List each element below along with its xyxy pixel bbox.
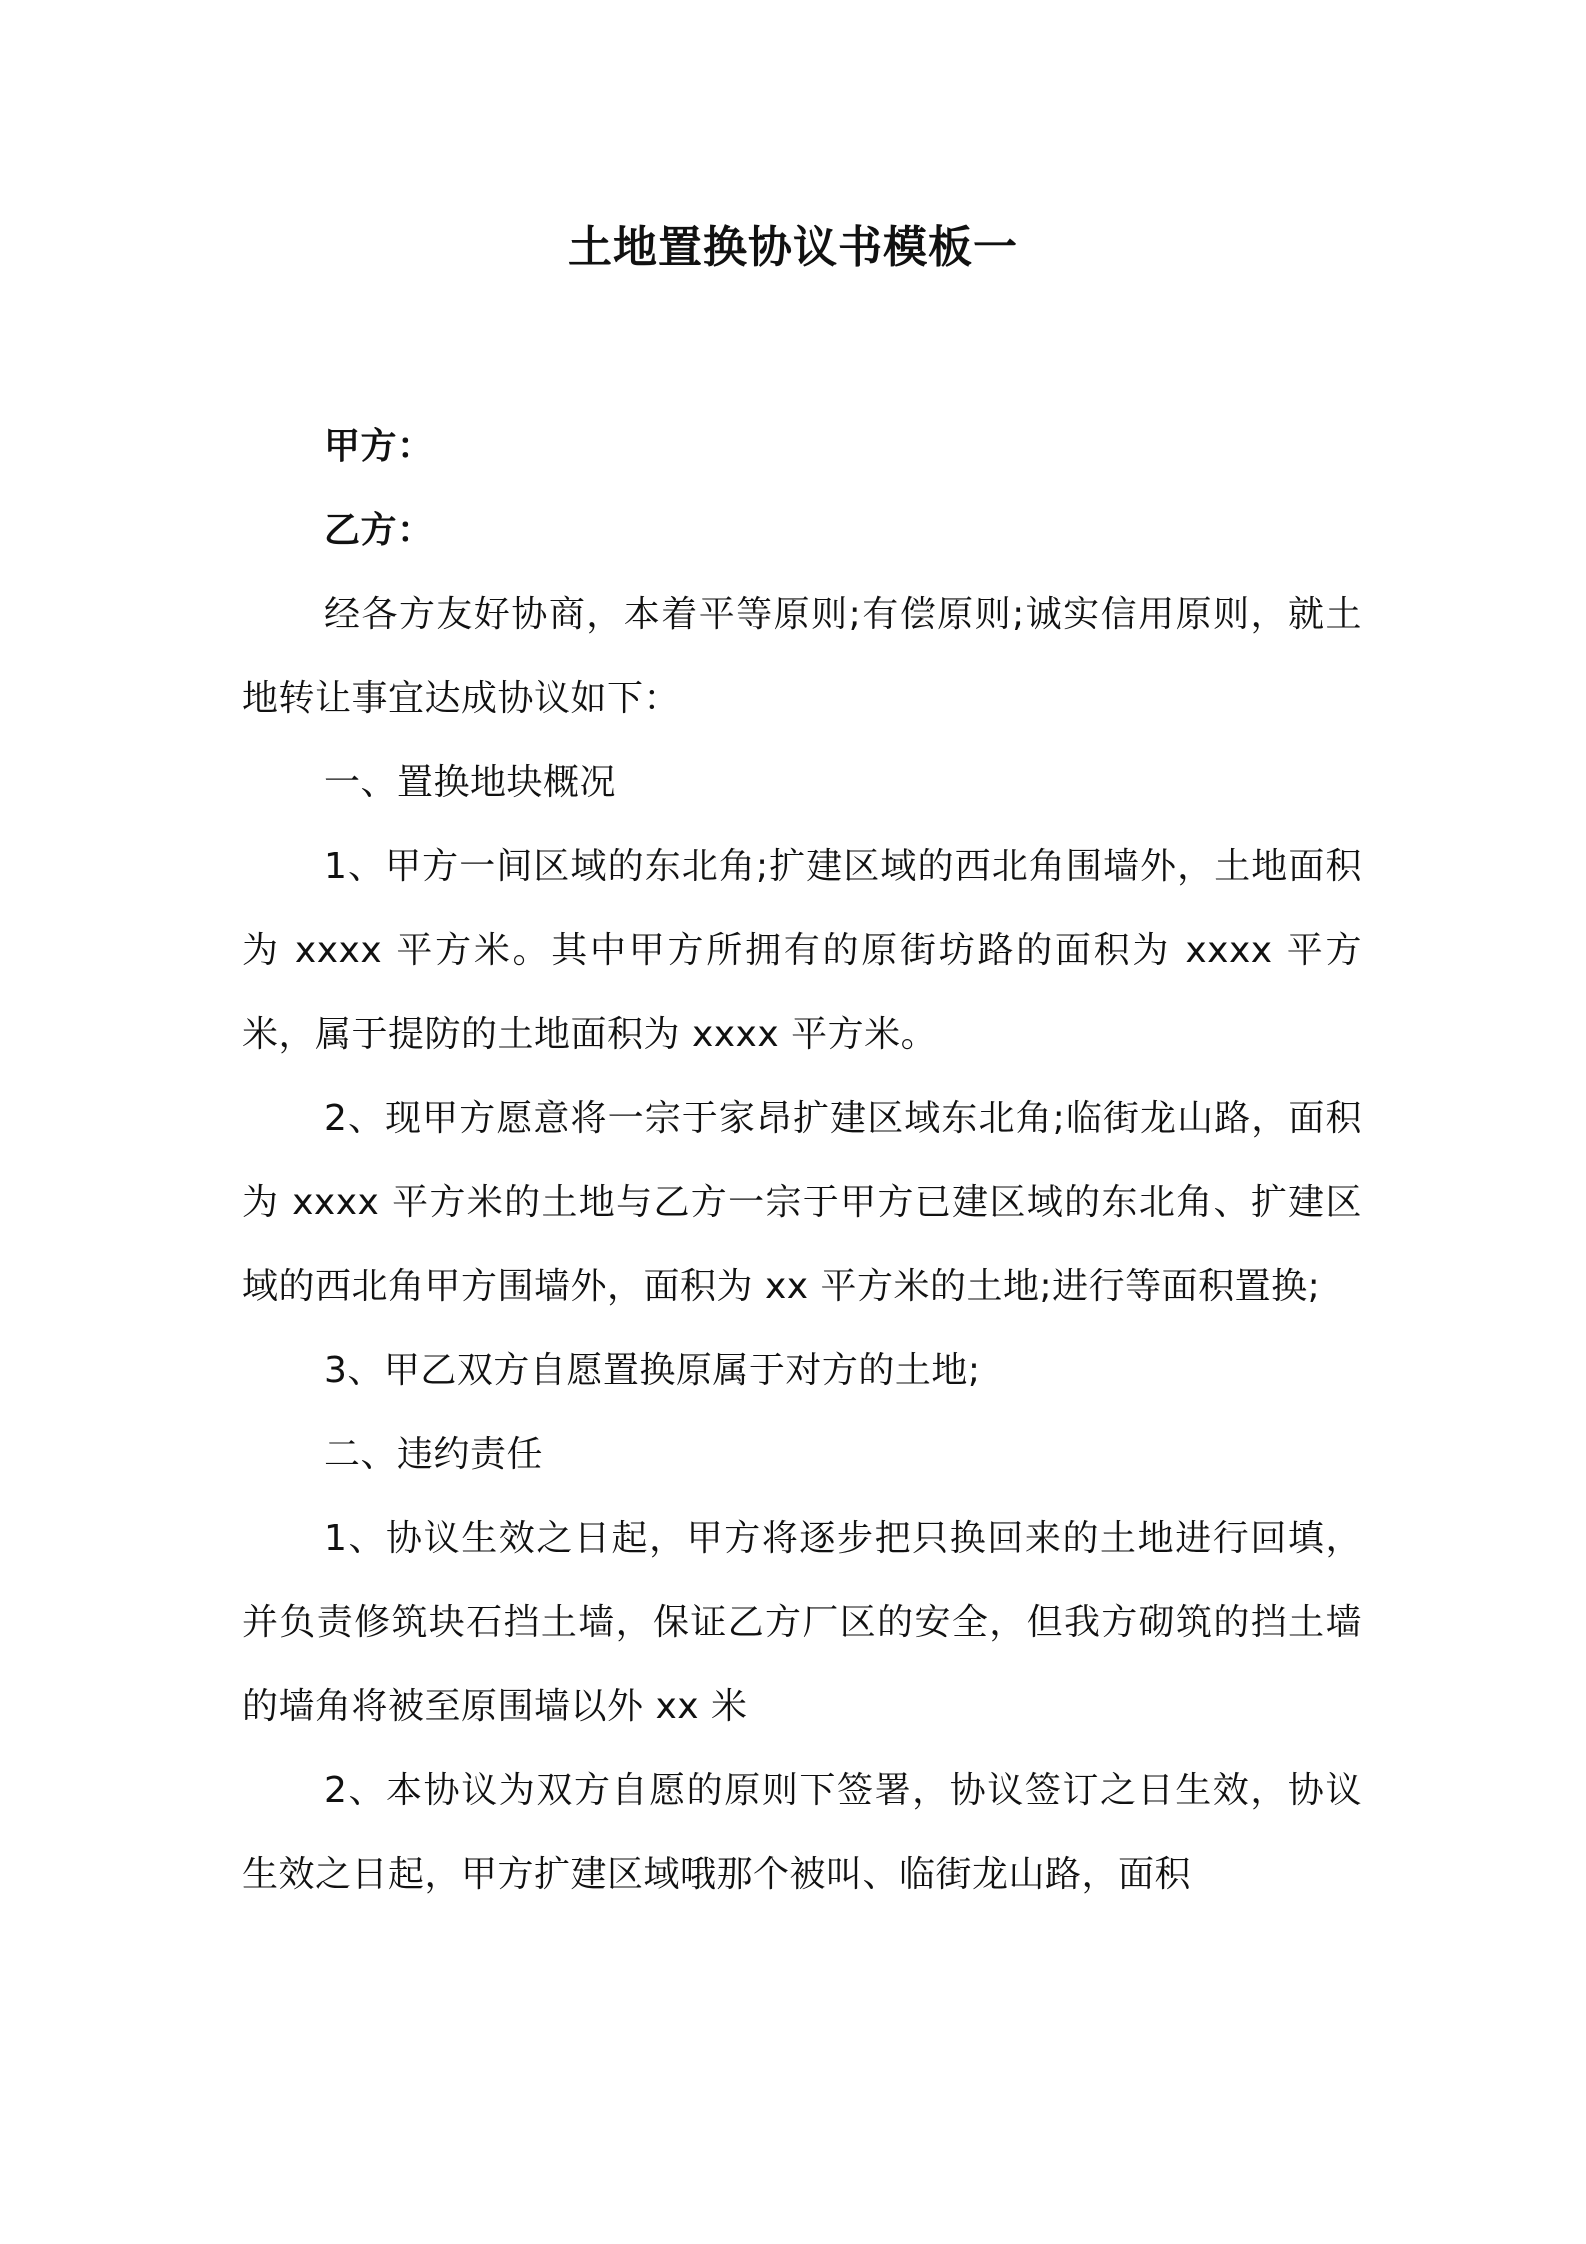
section-heading-liability: 二、违约责任 bbox=[324, 1434, 544, 1475]
clause-paragraph: 1、甲方一间区域的东北角;扩建区域的西北角围墙外，土地面积为 xxxx 平方米。其中甲方所拥有的原街坊路的面积为 xxxx 平方米，属于提防的土地面积为 xxxx 平方米。 bbox=[242, 846, 1362, 1055]
clause-paragraph: 2、现甲方愿意将一宗于家昂扩建区域东北角;临街龙山路，面积为 xxxx 平方米的土地与乙方一宗于甲方已建区域的东北角、扩建区域的西北角甲方围墙外，面积为 xx 平方米的土地;进行等面积置换; bbox=[242, 1098, 1362, 1307]
document-title: 土地置换协议书模板一 bbox=[568, 222, 1018, 273]
document-body bbox=[242, 405, 1362, 1917]
party-b-line: 乙方： bbox=[324, 510, 434, 551]
clause-paragraph: 3、甲乙双方自愿置换原属于对方的土地; bbox=[324, 1350, 981, 1391]
section-heading-land-overview: 一、置换地块概况 bbox=[324, 762, 617, 803]
party-a-line: 甲方： bbox=[324, 426, 434, 467]
clause-paragraph: 1、协议生效之日起，甲方将逐步把只换回来的土地进行回填，并负责修筑块石挡土墙，保证乙方厂区的安全，但我方砌筑的挡土墙的墙角将被至原围墙以外 xx 米 bbox=[242, 1518, 1362, 1727]
clause-paragraph: 2、本协议为双方自愿的原则下签署，协议签订之日生效，协议生效之日起，甲方扩建区域哦那个被叫、临街龙山路，面积 bbox=[242, 1770, 1362, 1895]
preamble-paragraph: 经各方友好协商，本着平等原则;有偿原则;诚实信用原则，就土地转让事宜达成协议如下： bbox=[242, 594, 1362, 719]
